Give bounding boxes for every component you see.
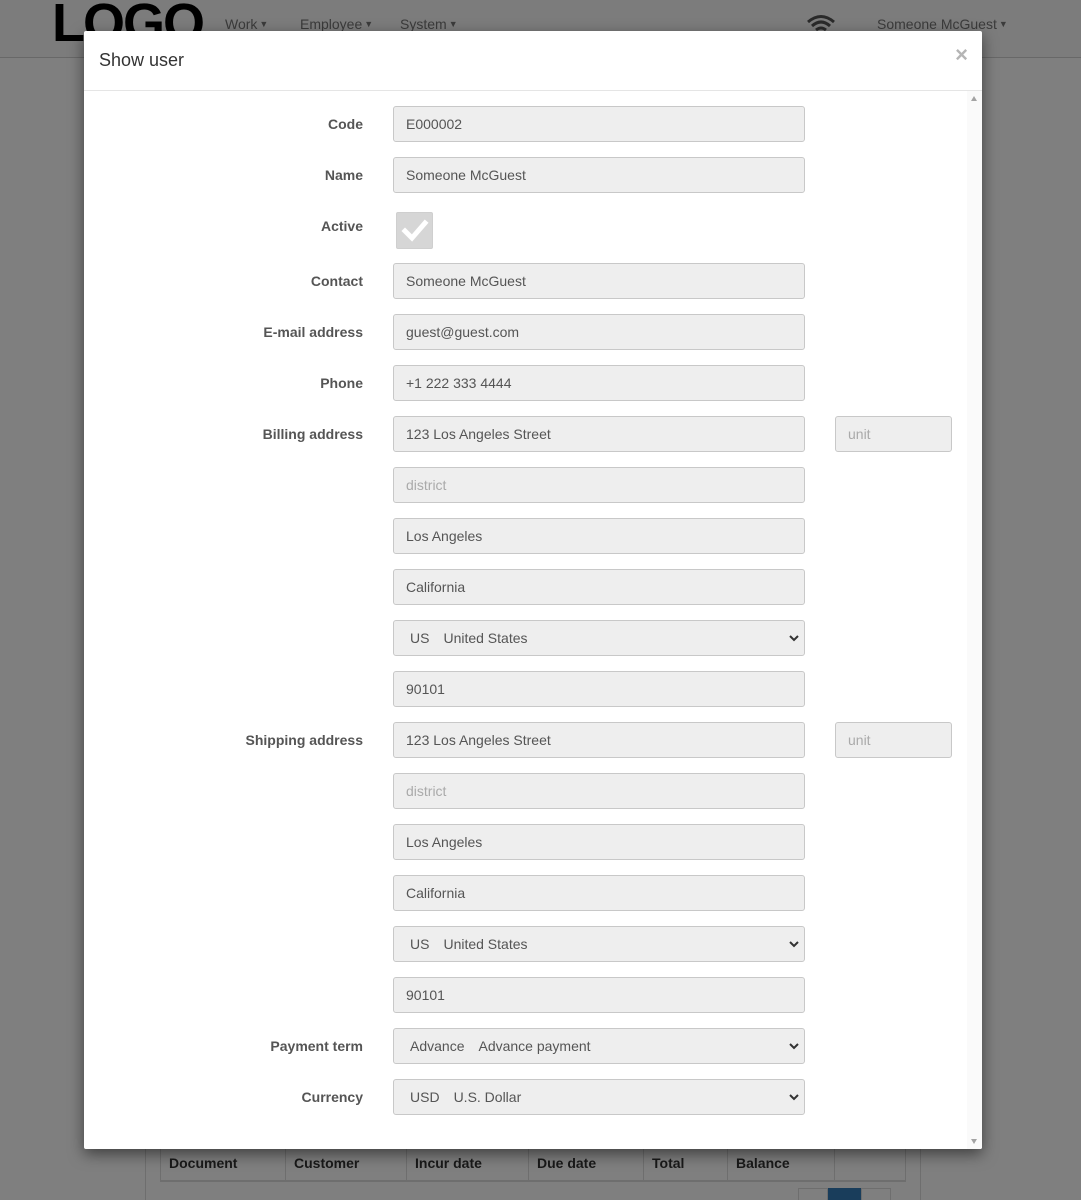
shipping-country-name: United States	[443, 936, 528, 952]
form-row-shipping-country	[84, 926, 967, 962]
form-row-phone	[84, 365, 967, 401]
form-row-payment-term	[84, 1028, 967, 1064]
modal-title: Show user	[99, 50, 185, 70]
shipping-zip-field[interactable]: 90101	[393, 977, 805, 1013]
form-row-billing-street	[84, 416, 967, 452]
billing-country-name: United States	[443, 630, 528, 646]
billing-zip-field[interactable]: 90101	[393, 671, 805, 707]
form-row-shipping-zip	[84, 977, 967, 1013]
billing-country-select[interactable]	[393, 620, 805, 656]
form-row-billing-country	[84, 620, 967, 656]
billing-address-label: Billing address	[262, 426, 363, 442]
form-row-shipping-district	[84, 773, 967, 809]
currency-select[interactable]	[393, 1079, 805, 1115]
form-row-shipping-city	[84, 824, 967, 860]
active-checkbox[interactable]	[396, 212, 433, 249]
contact-field[interactable]: Someone McGuest	[393, 263, 805, 299]
form-row-shipping-state	[84, 875, 967, 911]
form-row-email	[84, 314, 967, 350]
shipping-street-field[interactable]: 123 Los Angeles Street	[393, 722, 805, 758]
payment-term-name: Advance payment	[478, 1038, 591, 1054]
contact-label: Contact	[310, 273, 363, 289]
currency-name: U.S. Dollar	[453, 1089, 522, 1105]
form-row-billing-state	[84, 569, 967, 605]
chevron-down-icon	[788, 1092, 800, 1102]
payment-term-label: Payment term	[270, 1038, 363, 1054]
form-row-billing-city	[84, 518, 967, 554]
payment-term-code: Advance	[410, 1038, 465, 1054]
currency-label: Currency	[301, 1089, 363, 1105]
show-user-modal	[84, 31, 982, 1149]
checkmark-icon	[397, 213, 432, 248]
currency-code: USD	[410, 1089, 440, 1105]
active-label: Active	[320, 218, 363, 234]
code-label: Code	[328, 116, 363, 132]
code-field[interactable]: E000002	[393, 106, 805, 142]
shipping-country-code: US	[410, 936, 430, 952]
phone-field[interactable]: +1 222 333 4444	[393, 365, 805, 401]
name-field[interactable]: Someone McGuest	[393, 157, 805, 193]
scroll-up-arrow-icon[interactable]	[971, 96, 977, 101]
form-row-name	[84, 157, 967, 193]
billing-unit-field[interactable]: unit	[835, 416, 952, 452]
modal-body	[84, 91, 967, 1149]
shipping-district-field[interactable]: district	[393, 773, 805, 809]
billing-district-field[interactable]: district	[393, 467, 805, 503]
form-row-active	[84, 215, 967, 251]
modal-scrollbar[interactable]	[967, 91, 982, 1149]
email-label: E-mail address	[263, 324, 363, 340]
billing-street-field[interactable]: 123 Los Angeles Street	[393, 416, 805, 452]
shipping-city-field[interactable]: Los Angeles	[393, 824, 805, 860]
form-row-billing-zip	[84, 671, 967, 707]
email-field[interactable]: guest@guest.com	[393, 314, 805, 350]
billing-state-field[interactable]: California	[393, 569, 805, 605]
form-row-billing-district	[84, 467, 967, 503]
billing-city-field[interactable]: Los Angeles	[393, 518, 805, 554]
form-row-shipping-street	[84, 722, 967, 758]
chevron-down-icon	[788, 1041, 800, 1051]
shipping-state-field[interactable]: California	[393, 875, 805, 911]
phone-label: Phone	[320, 375, 363, 391]
name-label: Name	[324, 167, 363, 183]
billing-country-code: US	[410, 630, 430, 646]
form-row-code	[84, 106, 967, 142]
chevron-down-icon	[788, 939, 800, 949]
close-icon[interactable]: ×	[955, 42, 968, 67]
shipping-address-label: Shipping address	[245, 732, 363, 748]
modal-header	[84, 31, 982, 91]
shipping-country-select[interactable]	[393, 926, 805, 962]
form-row-currency	[84, 1079, 967, 1115]
shipping-unit-field[interactable]: unit	[835, 722, 952, 758]
scroll-down-arrow-icon[interactable]	[971, 1139, 977, 1144]
chevron-down-icon	[788, 633, 800, 643]
payment-term-select[interactable]	[393, 1028, 805, 1064]
form-row-contact	[84, 263, 967, 299]
